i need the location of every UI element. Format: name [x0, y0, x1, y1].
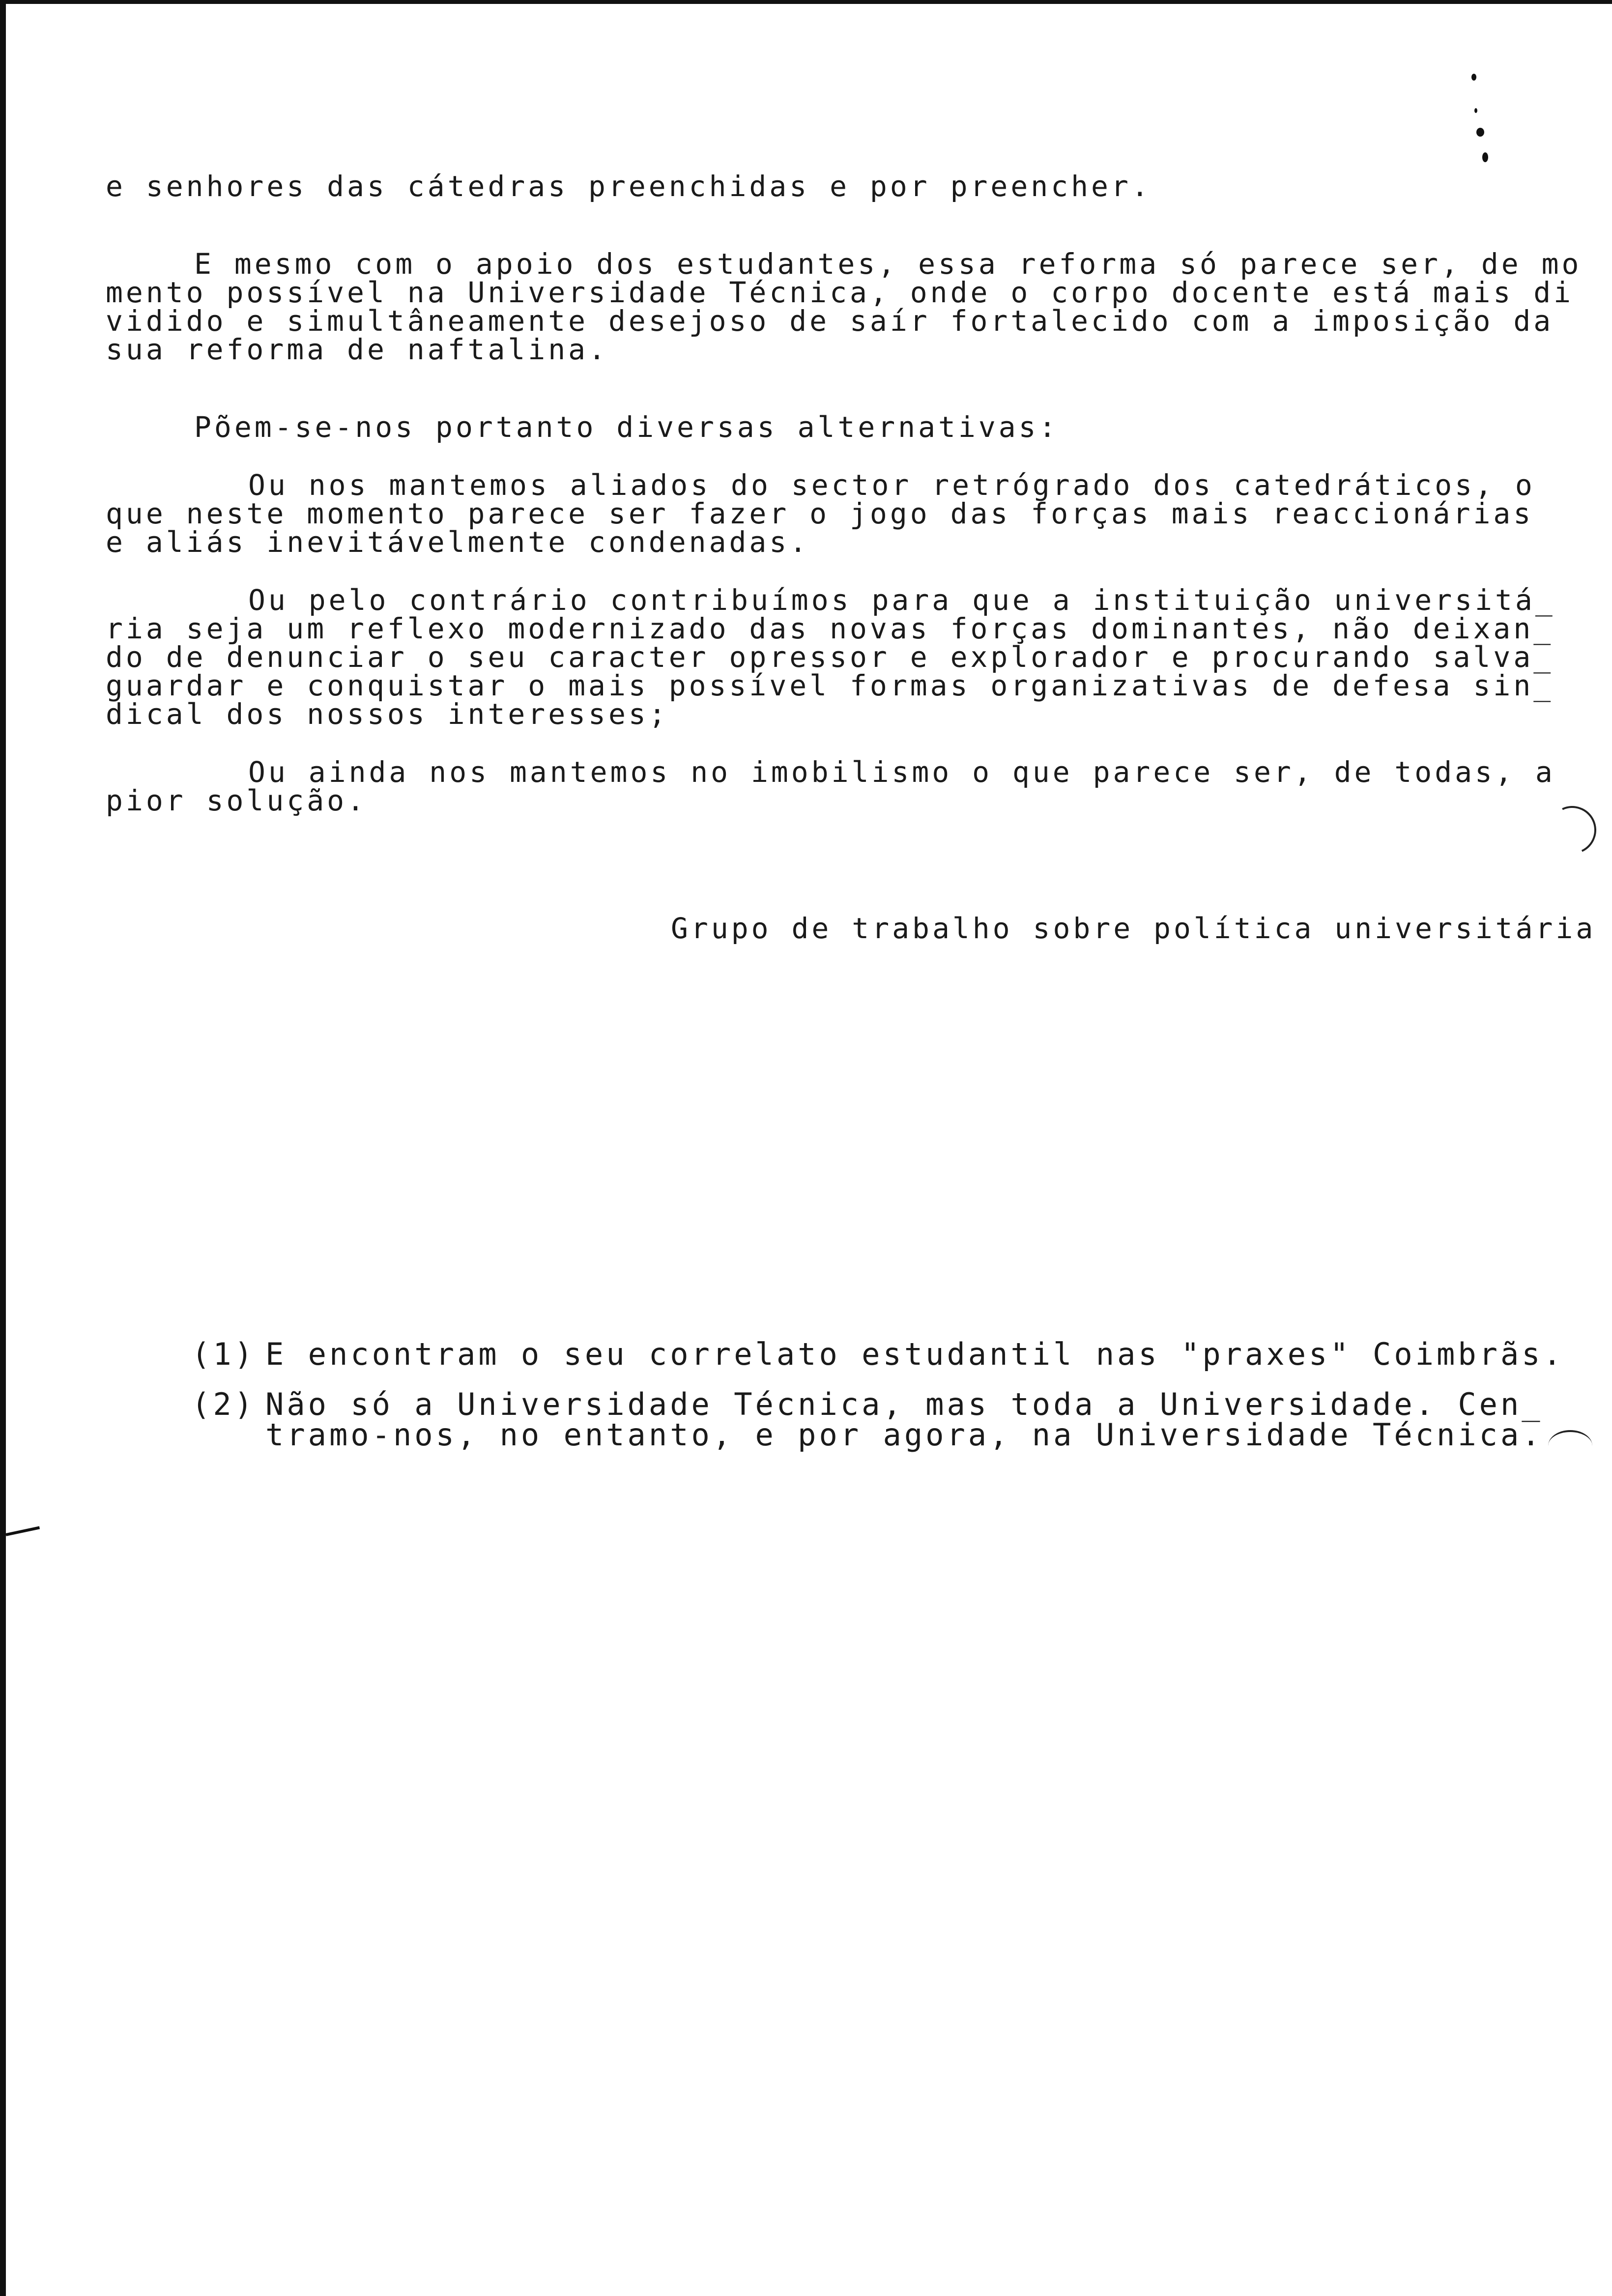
scan-mark-left	[5, 1526, 40, 1536]
text-line: e aliás inevitávelmente condenadas.	[106, 525, 810, 559]
footnote	[192, 1336, 1564, 1372]
scan-edge-left	[0, 0, 6, 2296]
text-line: sua reforma de naftalina.	[106, 333, 608, 366]
scan-marks-top-right	[1469, 74, 1489, 172]
text-line: E mesmo com o apoio dos estudantes, essa reforma só parece ser, de mo	[194, 247, 1582, 281]
footnotes	[192, 1336, 1564, 1453]
scan-edge-top	[0, 0, 1612, 4]
footnote-text: Não só a Universidade Técnica, mas toda a Universidade. Cen_	[265, 1386, 1543, 1422]
text-line: Ou pelo contrário contribuímos para que a instituição universitá_	[248, 583, 1555, 617]
text-line: dical dos nossos interesses;	[106, 697, 669, 731]
signature: Grupo de trabalho sobre política universitária	[671, 912, 1596, 945]
text-line: vidido e simultâneamente desejoso de saír fortalecido com a imposição da	[106, 304, 1554, 338]
text-line: que neste momento parece ser fazer o jogo das forças mais reaccionárias	[106, 497, 1534, 530]
text-line: guardar e conquistar o mais possível formas organizativas de defesa sin_	[106, 669, 1554, 702]
footnote-number: (1)	[192, 1336, 256, 1372]
text-line: Põem-se-nos portanto diversas alternativas:	[194, 410, 1059, 444]
footnote	[192, 1386, 1564, 1422]
footnote-number: (2)	[192, 1386, 256, 1422]
footnote-text: tramo-nos, no entanto, e por agora, na Universidade Técnica.	[265, 1417, 1543, 1453]
text-line: Ou nos mantemos aliados do sector retrógrado dos catedráticos, o	[248, 468, 1535, 502]
document-body	[106, 170, 1582, 817]
text-line: pior solução.	[106, 784, 367, 817]
footnote-text: E encontram o seu correlato estudantil nas "praxes" Coimbrãs.	[265, 1336, 1564, 1372]
text-line: Ou ainda nos mantemos no imobilismo o que parece ser, de todas, a	[248, 755, 1555, 789]
text-line: e senhores das cátedras preenchidas e por preencher.	[106, 170, 1151, 203]
text-line: do de denunciar o seu caracter opressor e explorador e procurando salva_	[106, 640, 1554, 674]
text-line: ria seja um reflexo modernizado das novas forças dominantes, não deixan_	[106, 612, 1554, 645]
text-line: mento possível na Universidade Técnica, onde o corpo docente está mais di	[106, 276, 1574, 309]
